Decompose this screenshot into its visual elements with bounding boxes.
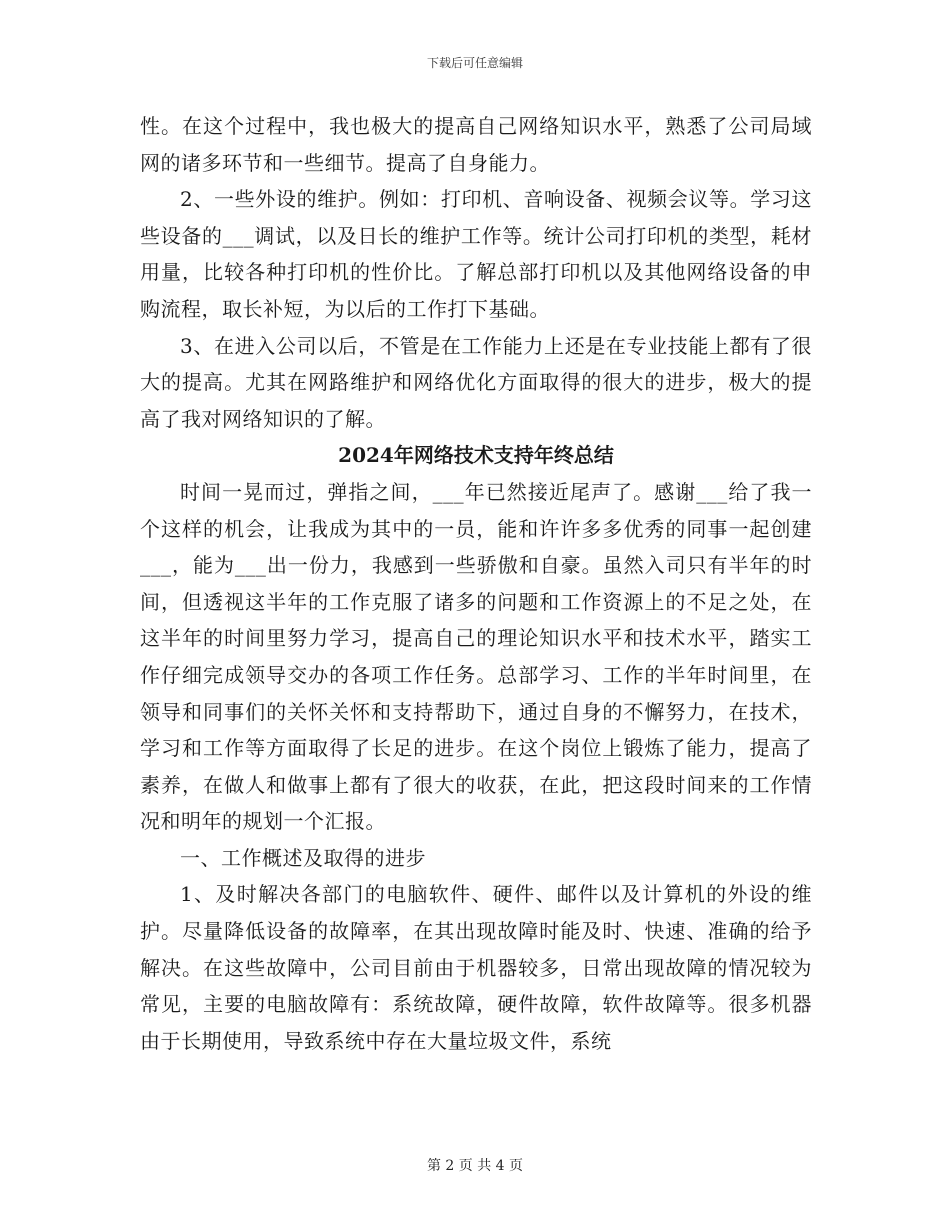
paragraph-continuation: 性。在这个过程中，我也极大的提高自己网络知识水平，熟悉了公司局域网的诸多环节和一些细节。提高了自身能力。 <box>140 114 812 175</box>
document-body <box>140 108 812 1059</box>
paragraph-item-1: 1、及时解决各部门的电脑软件、硬件、邮件以及计算机的外设的维护。尽量降低设备的故障率，在其出现故障时能及时、快速、准确的给予解决。在这些故障中，公司目前由于机器较多，日常出现故障的情况较为常见，主要的电脑故障有：系统故障，硬件故障，软件故障等。很多机器由于长期使用，导致系统中存在大量垃圾文件，系统 <box>140 882 812 1053</box>
paragraph-item-3: 3、在进入公司以后，不管是在工作能力上还是在专业技能上都有了很大的提高。尤其在网路维护和网络优化方面取得的很大的进步，极大的提高了我对网络知识的了解。 <box>140 333 812 431</box>
paragraph-item-2: 2、一些外设的维护。例如：打印机、音响设备、视频会议等。学习这些设备的___调试，以及日长的维护工作等。统计公司打印机的类型，耗材用量，比较各种打印机的性价比。了解总部打印机以及其他网络设备的申购流程，取长补短，为以后的工作打下基础。 <box>140 187 812 321</box>
page-header: 下载后可任意编辑 <box>426 56 523 70</box>
section-title: 2024年网络技术支持年终总结 <box>338 443 614 468</box>
subheading-overview: 一、工作概述及取得的进步 <box>180 845 426 870</box>
paragraph-intro: 时间一晃而过，弹指之间，___年已然接近尾声了。感谢___给了我一个这样的机会，让我成为其中的一员，能和许许多多优秀的同事一起创建___，能为___出一份力，我感到一些骄傲和自豪。虽然入司只有半年的时间，但透视这半年的工作克服了诸多的问题和工作资源上的不足之处，在这半年的时间里努力学习，提高自己的理论知识水平和技术水平，踏实工作仔细完成领导交办的各项工作任务。总部学习、工作的半年时间里，在领导和同事们的关怀关怀和支持帮助下，通过自身的不懈努力，在技术，学习和工作等方面取得了长足的进步。在这个岗位上锻炼了能力，提高了素养，在做人和做事上都有了很大的收获，在此，把这段时间来的工作情况和明年的规划一个汇报。 <box>140 479 812 834</box>
page-number: 第 2 页 共 4 页 <box>426 1158 524 1174</box>
